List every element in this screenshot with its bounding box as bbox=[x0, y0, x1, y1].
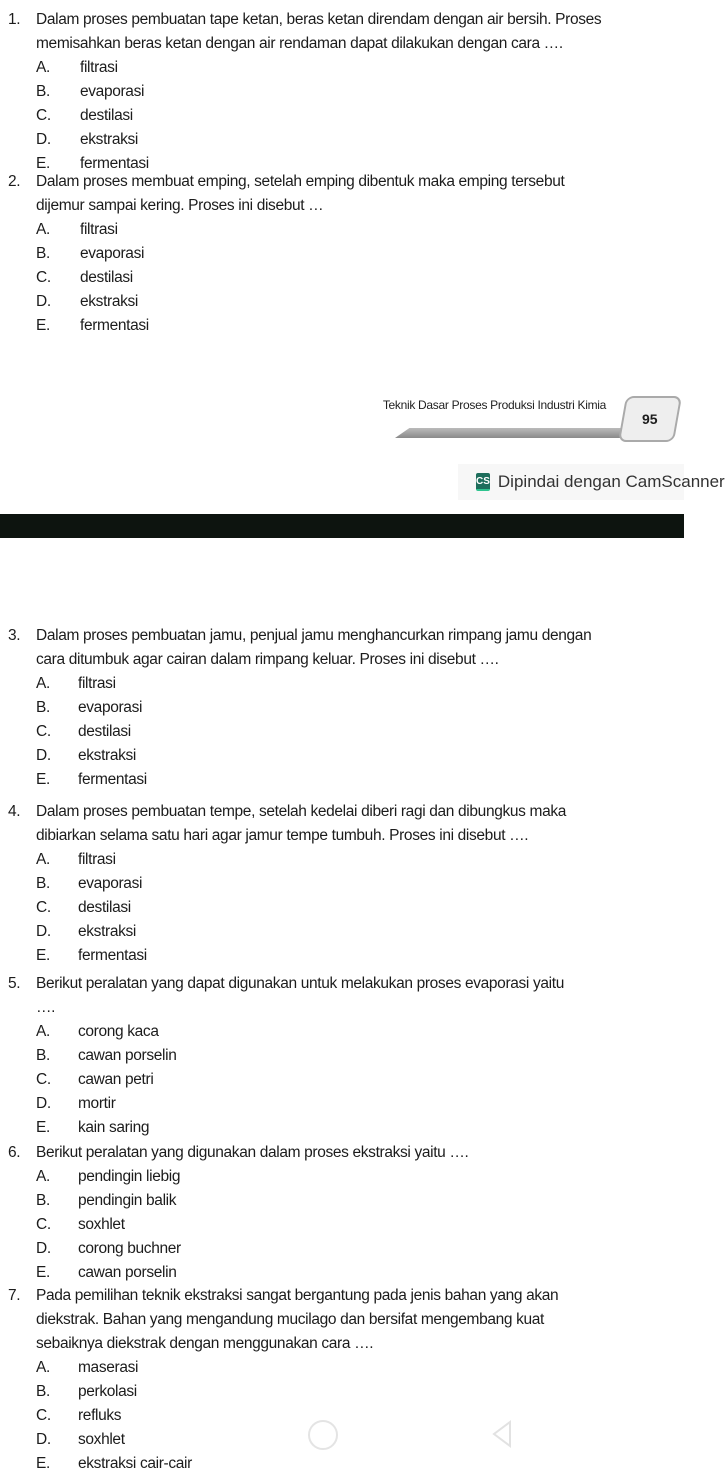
home-icon[interactable] bbox=[308, 1420, 338, 1450]
question-line bbox=[0, 1332, 684, 1356]
answer-option bbox=[0, 768, 684, 792]
question-text: Pada pemilihan teknik ekstraksi sangat bergantung pada jenis bahan yang akan bbox=[36, 1287, 559, 1304]
option-letter: A. bbox=[36, 1359, 50, 1376]
answer-option bbox=[0, 872, 684, 896]
option-text: cawan petri bbox=[78, 1071, 154, 1088]
option-letter: E. bbox=[36, 1264, 50, 1281]
option-text: corong buchner bbox=[78, 1240, 181, 1257]
answer-option bbox=[0, 128, 684, 152]
option-text: fermentasi bbox=[78, 771, 147, 788]
option-letter: E. bbox=[36, 1455, 50, 1472]
question-line bbox=[0, 800, 684, 824]
option-text: kain saring bbox=[78, 1119, 150, 1136]
option-letter: D. bbox=[36, 1431, 51, 1448]
question-7 bbox=[0, 1284, 684, 1476]
question-line bbox=[0, 1141, 684, 1165]
option-text: ekstraksi bbox=[80, 293, 139, 310]
option-text: pendingin liebig bbox=[78, 1168, 181, 1185]
option-text: filtrasi bbox=[78, 851, 116, 868]
answer-option bbox=[0, 1261, 684, 1285]
book-title: Teknik Dasar Proses Produksi Industri Kimia bbox=[382, 398, 606, 412]
question-line bbox=[0, 824, 684, 848]
question-5 bbox=[0, 972, 684, 1140]
answer-option bbox=[0, 1356, 684, 1380]
option-text: evaporasi bbox=[78, 875, 143, 892]
option-letter: D. bbox=[36, 1240, 51, 1257]
option-text: perkolasi bbox=[78, 1383, 137, 1400]
question-line bbox=[0, 194, 684, 218]
camscanner-watermark bbox=[458, 464, 725, 500]
option-letter: B. bbox=[36, 245, 50, 262]
answer-option bbox=[0, 920, 684, 944]
page-number: 95 bbox=[642, 411, 658, 427]
answer-option bbox=[0, 672, 684, 696]
question-text: Dalam proses pembuatan tape ketan, beras ketan direndam dengan air bersih. Proses bbox=[36, 11, 602, 28]
option-text: evaporasi bbox=[78, 699, 143, 716]
option-text: ekstraksi bbox=[78, 923, 137, 940]
answer-option bbox=[0, 720, 684, 744]
answer-option bbox=[0, 1116, 684, 1140]
option-letter: E. bbox=[36, 1119, 50, 1136]
question-number: 3. bbox=[8, 627, 21, 644]
answer-option bbox=[0, 1165, 684, 1189]
option-letter: E. bbox=[36, 317, 50, 334]
option-letter: A. bbox=[36, 59, 50, 76]
answer-option bbox=[0, 1068, 684, 1092]
option-letter: C. bbox=[36, 1216, 51, 1233]
answer-option bbox=[0, 1428, 684, 1452]
answer-option bbox=[0, 1092, 684, 1116]
answer-option bbox=[0, 56, 684, 80]
option-text: destilasi bbox=[78, 899, 131, 916]
question-text: Dalam proses pembuatan jamu, penjual jamu menghancurkan rimpang jamu dengan bbox=[36, 627, 592, 644]
option-text: destilasi bbox=[80, 107, 133, 124]
question-line bbox=[0, 972, 684, 996]
question-number: 4. bbox=[8, 803, 21, 820]
answer-option bbox=[0, 1044, 684, 1068]
option-letter: D. bbox=[36, 1095, 51, 1112]
question-number: 7. bbox=[8, 1287, 21, 1304]
option-letter: A. bbox=[36, 221, 50, 238]
answer-option bbox=[0, 266, 684, 290]
option-text: evaporasi bbox=[80, 83, 145, 100]
option-letter: D. bbox=[36, 131, 51, 148]
option-text: fermentasi bbox=[80, 317, 149, 334]
option-text: fermentasi bbox=[78, 947, 147, 964]
question-text: Dalam proses membuat emping, setelah emping dibentuk maka emping tersebut bbox=[36, 173, 565, 190]
option-text: filtrasi bbox=[80, 59, 118, 76]
option-text: evaporasi bbox=[80, 245, 145, 262]
option-text: ekstraksi bbox=[78, 747, 137, 764]
camscanner-logo-icon: CS bbox=[476, 473, 490, 491]
question-number: 2. bbox=[8, 173, 21, 190]
question-text: …. bbox=[36, 999, 56, 1016]
option-text: refluks bbox=[78, 1407, 122, 1424]
option-letter: C. bbox=[36, 107, 51, 124]
answer-option bbox=[0, 1213, 684, 1237]
option-letter: B. bbox=[36, 1383, 50, 1400]
answer-option bbox=[0, 1020, 684, 1044]
question-text: sebaiknya diekstrak dengan menggunakan cara …. bbox=[36, 1335, 374, 1352]
answer-option bbox=[0, 848, 684, 872]
question-line bbox=[0, 1308, 684, 1332]
option-letter: C. bbox=[36, 1071, 51, 1088]
answer-option bbox=[0, 242, 684, 266]
option-text: ekstraksi cair-cair bbox=[78, 1455, 192, 1472]
option-text: ekstraksi bbox=[80, 131, 139, 148]
option-letter: E. bbox=[36, 155, 50, 172]
option-letter: B. bbox=[36, 1192, 50, 1209]
question-line bbox=[0, 170, 684, 194]
option-letter: A. bbox=[36, 675, 50, 692]
answer-option bbox=[0, 1237, 684, 1261]
option-text: corong kaca bbox=[78, 1023, 159, 1040]
question-line bbox=[0, 996, 684, 1020]
question-text: cara ditumbuk agar cairan dalam rimpang keluar. Proses ini disebut …. bbox=[36, 651, 499, 668]
option-letter: B. bbox=[36, 83, 50, 100]
option-letter: B. bbox=[36, 699, 50, 716]
answer-option bbox=[0, 1404, 684, 1428]
answer-option bbox=[0, 1189, 684, 1213]
question-text: memisahkan beras ketan dengan air rendaman dapat dilakukan dengan cara …. bbox=[36, 35, 563, 52]
option-text: cawan porselin bbox=[78, 1264, 177, 1281]
answer-option bbox=[0, 104, 684, 128]
option-letter: C. bbox=[36, 723, 51, 740]
option-text: fermentasi bbox=[80, 155, 149, 172]
answer-option bbox=[0, 696, 684, 720]
option-letter: E. bbox=[36, 947, 50, 964]
option-letter: A. bbox=[36, 1168, 50, 1185]
option-letter: C. bbox=[36, 899, 51, 916]
answer-option bbox=[0, 944, 684, 968]
question-4 bbox=[0, 800, 684, 968]
answer-option bbox=[0, 80, 684, 104]
question-text: Berikut peralatan yang digunakan dalam proses ekstraksi yaitu …. bbox=[36, 1144, 469, 1161]
option-text: mortir bbox=[78, 1095, 116, 1112]
option-text: filtrasi bbox=[78, 675, 116, 692]
option-letter: A. bbox=[36, 851, 50, 868]
answer-option bbox=[0, 218, 684, 242]
answer-option bbox=[0, 896, 684, 920]
page-number-badge bbox=[618, 396, 682, 442]
question-2 bbox=[0, 170, 684, 338]
back-icon[interactable] bbox=[490, 1420, 514, 1448]
answer-option bbox=[0, 1452, 684, 1476]
question-line bbox=[0, 32, 684, 56]
question-number: 6. bbox=[8, 1144, 21, 1161]
question-number: 5. bbox=[8, 975, 21, 992]
question-text: diekstrak. Bahan yang mengandung mucilago dan bersifat mengembang kuat bbox=[36, 1311, 545, 1328]
option-text: maserasi bbox=[78, 1359, 139, 1376]
option-letter: C. bbox=[36, 1407, 51, 1424]
question-line bbox=[0, 648, 684, 672]
question-line bbox=[0, 624, 684, 648]
option-letter: A. bbox=[36, 1023, 50, 1040]
option-text: destilasi bbox=[80, 269, 133, 286]
question-3 bbox=[0, 624, 684, 792]
answer-option bbox=[0, 314, 684, 338]
option-text: pendingin balik bbox=[78, 1192, 177, 1209]
option-text: cawan porselin bbox=[78, 1047, 177, 1064]
option-letter: D. bbox=[36, 293, 51, 310]
option-letter: E. bbox=[36, 771, 50, 788]
answer-option bbox=[0, 290, 684, 314]
question-1 bbox=[0, 8, 684, 176]
answer-option bbox=[0, 744, 684, 768]
page-separator bbox=[0, 514, 684, 538]
footer-decoration bbox=[395, 428, 635, 438]
option-text: soxhlet bbox=[78, 1216, 125, 1233]
question-text: Berikut peralatan yang dapat digunakan untuk melakukan proses evaporasi yaitu bbox=[36, 975, 564, 992]
question-6 bbox=[0, 1141, 684, 1285]
question-text: dijemur sampai kering. Proses ini disebut … bbox=[36, 197, 324, 214]
question-text: Dalam proses pembuatan tempe, setelah kedelai diberi ragi dan dibungkus maka bbox=[36, 803, 567, 820]
question-text: dibiarkan selama satu hari agar jamur tempe tumbuh. Proses ini disebut …. bbox=[36, 827, 529, 844]
question-number: 1. bbox=[8, 11, 21, 28]
option-text: soxhlet bbox=[78, 1431, 125, 1448]
option-letter: D. bbox=[36, 923, 51, 940]
option-letter: D. bbox=[36, 747, 51, 764]
camscanner-label: Dipindai dengan CamScanner bbox=[497, 472, 725, 491]
option-letter: B. bbox=[36, 875, 50, 892]
option-letter: C. bbox=[36, 269, 51, 286]
answer-option bbox=[0, 1380, 684, 1404]
question-line bbox=[0, 1284, 684, 1308]
option-letter: B. bbox=[36, 1047, 50, 1064]
option-text: destilasi bbox=[78, 723, 131, 740]
question-line bbox=[0, 8, 684, 32]
option-text: filtrasi bbox=[80, 221, 118, 238]
